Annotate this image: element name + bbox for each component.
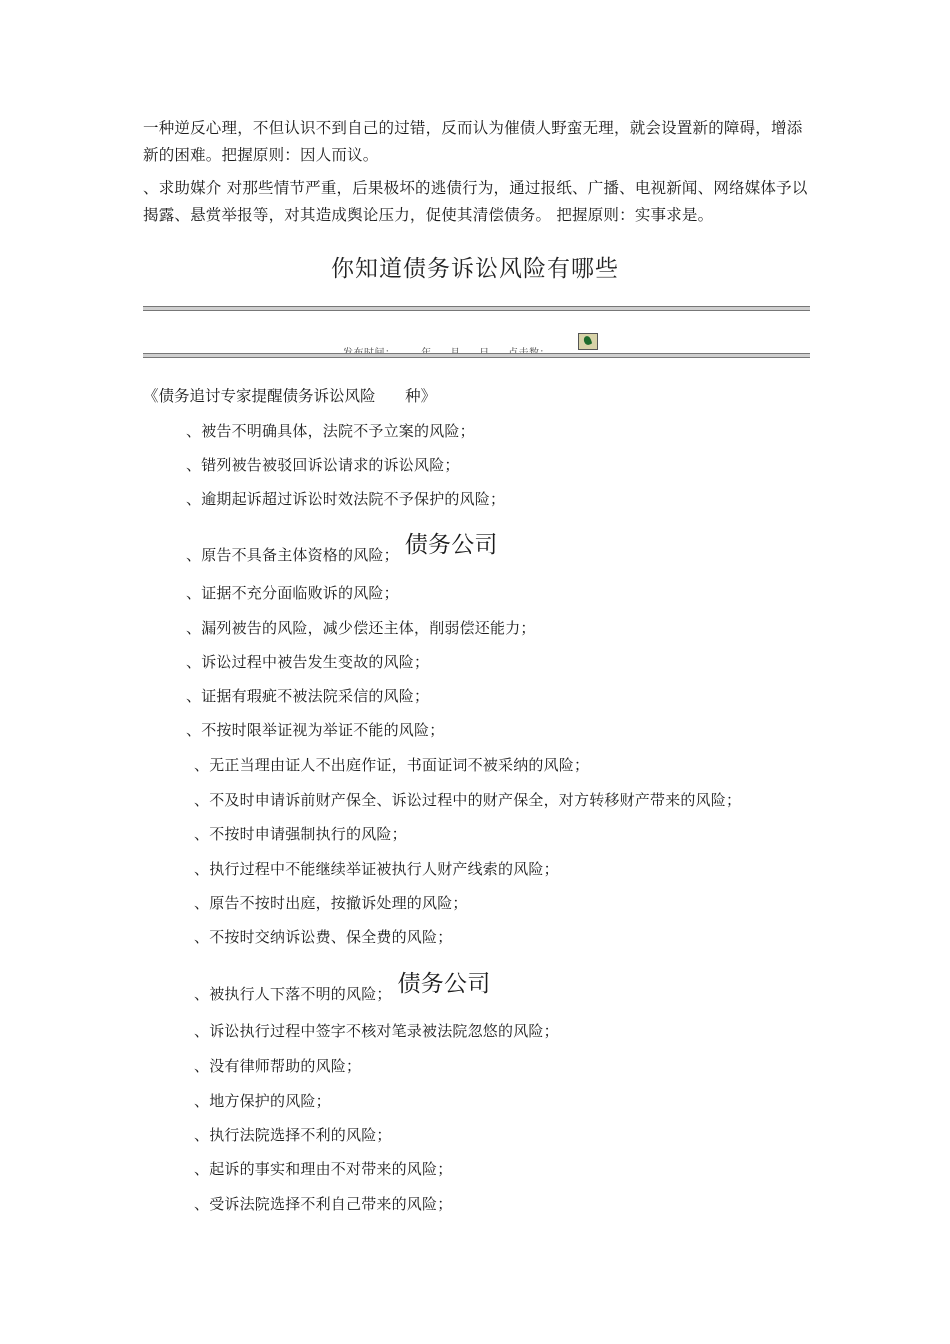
risk-list-item — [186, 719, 444, 740]
watermark-text: 债务公司 — [404, 532, 498, 558]
risk-item-text: 、逾期起诉超过诉讼时效法院不予保护的风险； — [186, 490, 506, 508]
risk-item-text: 、诉讼过程中被告发生变故的风险； — [186, 653, 430, 671]
risk-list-item — [194, 926, 452, 947]
risk-item-text: 、执行过程中不能继续举证被执行人财产线索的风险； — [194, 860, 559, 878]
risk-item-text: 、被告不明确具体，法院不予立案的风险； — [186, 422, 475, 440]
risk-list-item — [194, 892, 468, 913]
risk-list-intro: 《债务追讨专家提醒债务诉讼风险 种》 — [143, 387, 437, 405]
risk-item-text: 、漏列被告的风险，减少偿还主体，削弱偿还能力； — [186, 619, 536, 637]
risk-list-item — [194, 1020, 559, 1041]
risk-item-text: 、地方保护的风险； — [194, 1092, 331, 1110]
risk-item-text: 、起诉的事实和理由不对带来的风险； — [194, 1160, 453, 1178]
risk-list-item — [194, 754, 589, 775]
risk-item-text: 、无正当理由证人不出庭作证，书面证词不被采纳的风险； — [194, 756, 590, 774]
risk-item-text: 、没有律师帮助的风险； — [194, 1057, 362, 1075]
body-paragraph-2: 、求助媒介 对那些情节严重，后果极坏的逃债行为，通过报纸、广播、电视新闻、网络媒体予以揭露、悬赏举报等，对其造成舆论压力，促使其清偿债务。 把握原则：实事求是。 — [143, 179, 808, 224]
risk-item-text: 、原告不具备主体资格的风险； — [186, 546, 399, 564]
risk-item-text: 、不及时申请诉前财产保全、诉讼过程中的财产保全，对方转移财产带来的风险； — [194, 791, 742, 809]
risk-item-text: 、错列被告被驳回诉讼请求的诉讼风险； — [186, 456, 460, 474]
body-paragraph-1: 一种逆反心理，不但认识不到自己的过错，反而认为催债人野蛮无理，就会设置新的障碍，增添新的困难。把握原则：因人而议。 — [143, 119, 803, 164]
watermark-text: 债务公司 — [397, 971, 491, 997]
risk-item-text: 、诉讼执行过程中签字不核对笔录被法院忽悠的风险； — [194, 1022, 559, 1040]
risk-list-item — [186, 420, 475, 441]
risk-list-item — [194, 1193, 452, 1214]
risk-list-item — [194, 789, 741, 810]
risk-item-text: 、被执行人下落不明的风险； — [194, 985, 392, 1003]
risk-list-item — [186, 685, 429, 706]
article-title: 你知道债务诉讼风险有哪些 — [331, 256, 619, 282]
risk-item-text: 、不按时申请强制执行的风险； — [194, 825, 407, 843]
click-counter-icon — [578, 333, 598, 350]
risk-list-item — [186, 488, 505, 509]
risk-item-text: 、不按时交纳诉讼费、保全费的风险； — [194, 928, 453, 946]
risk-list-item — [194, 1090, 331, 1111]
title-divider-top — [143, 306, 810, 311]
risk-item-text: 、受诉法院选择不利自己带来的风险； — [194, 1195, 453, 1213]
risk-list-item — [194, 1055, 361, 1076]
risk-list-item — [194, 1124, 392, 1145]
risk-list-item — [194, 858, 559, 879]
risk-list-item — [186, 454, 460, 475]
risk-list-item — [186, 582, 399, 603]
risk-item-text: 、原告不按时出庭，按撤诉处理的风险； — [194, 894, 468, 912]
title-divider-bottom — [143, 353, 810, 358]
risk-item-text: 、执行法院选择不利的风险； — [194, 1126, 392, 1144]
risk-item-text: 、证据有瑕疵不被法院采信的风险； — [186, 687, 430, 705]
risk-list-item — [186, 534, 498, 567]
risk-list-item — [194, 973, 490, 1006]
risk-list-item — [186, 651, 429, 672]
risk-list-item — [194, 823, 407, 844]
risk-item-text: 、不按时限举证视为举证不能的风险； — [186, 721, 445, 739]
risk-item-text: 、证据不充分面临败诉的风险； — [186, 584, 399, 602]
risk-list-item — [186, 617, 536, 638]
risk-list-item — [194, 1158, 452, 1179]
